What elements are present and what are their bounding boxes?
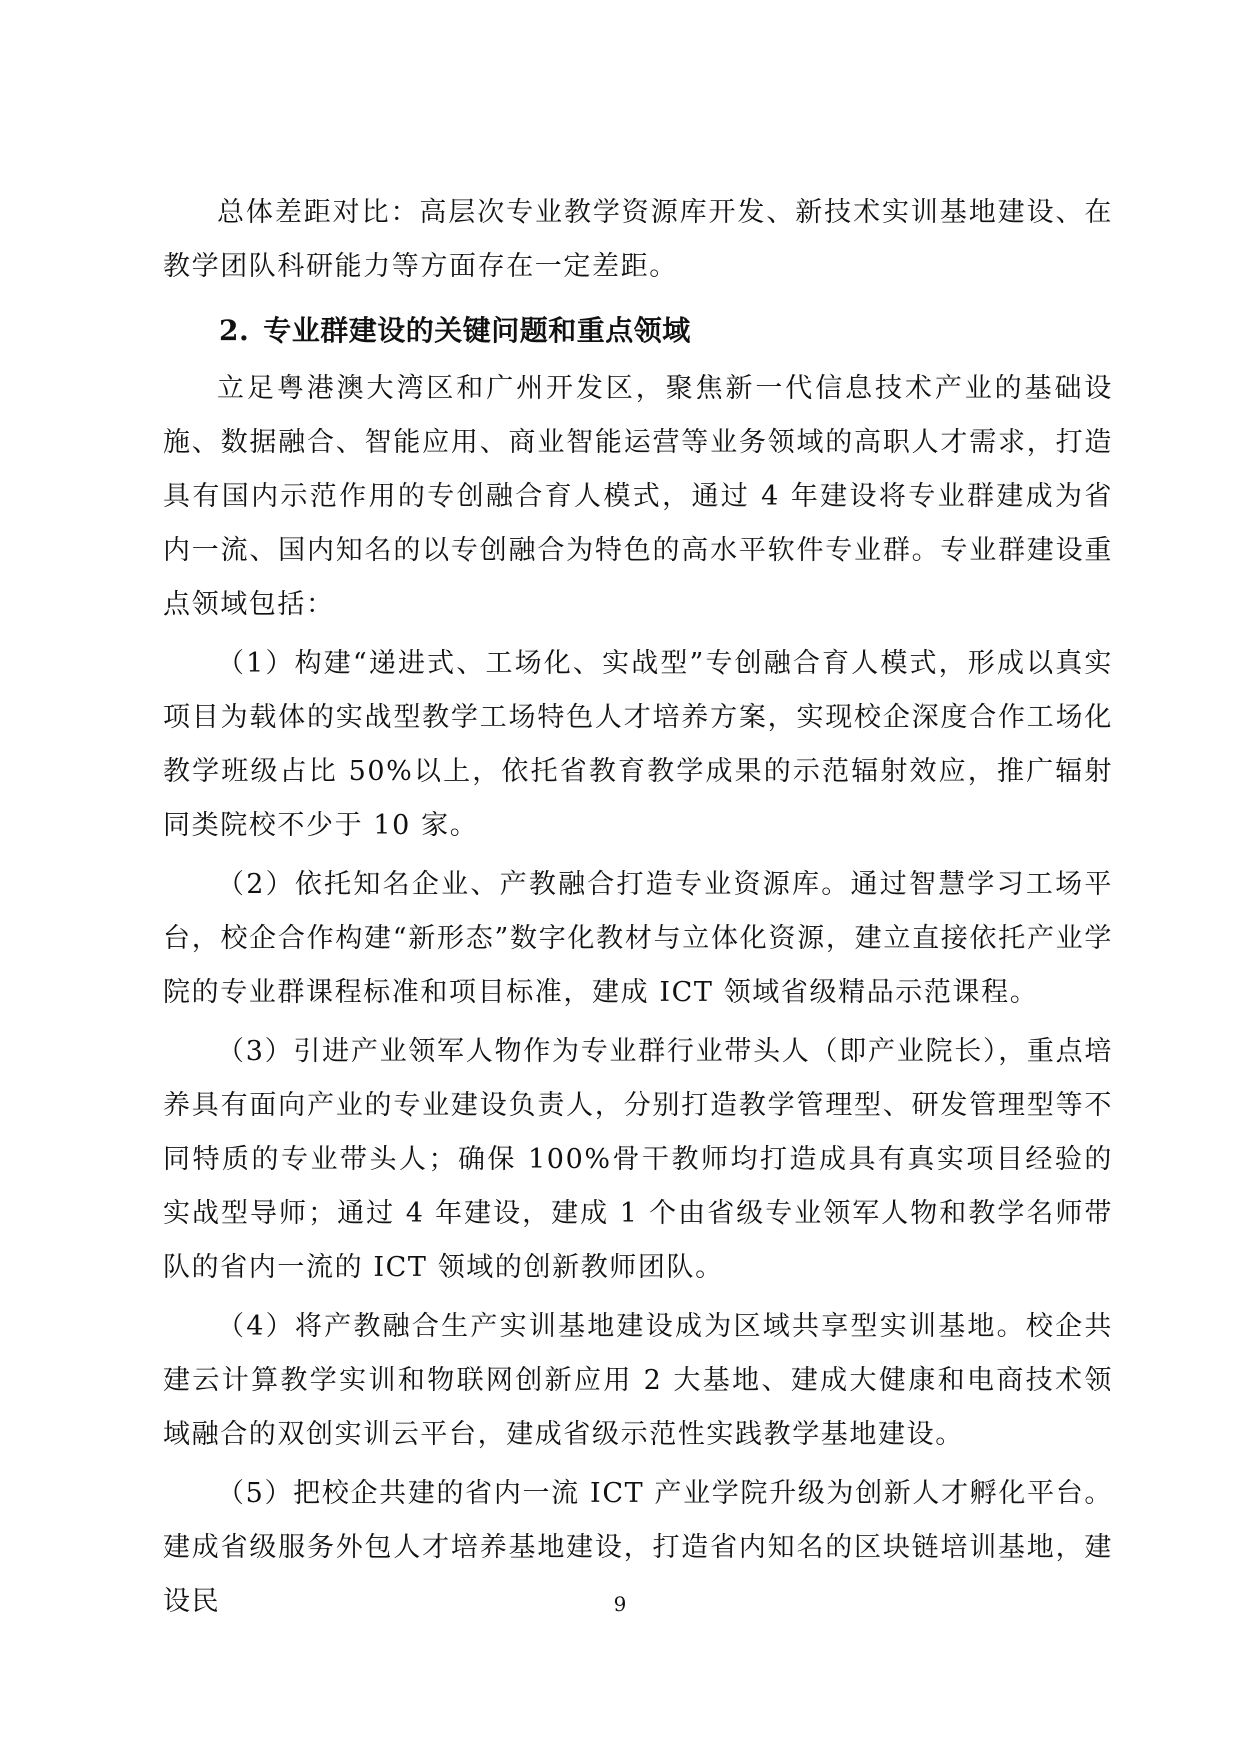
paragraph-intro: 立足粤港澳大湾区和广州开发区，聚焦新一代信息技术产业的基础设施、数据融合、智能应用、商业智能运营等业务领域的高职人才需求，打造具有国内示范作用的专创融合育人模式，通过 4 年建设将专业群建成为省内一流、国内知名的以专创融合为特色的高水平软件专业群。专业群建设重点领域包括：: [163, 373, 1113, 620]
section-heading: [163, 304, 1113, 358]
paragraph-item-5: （5）把校企共建的省内一流 ICT 产业学院升级为创新人才孵化平台。建成省级服务外包人才培养基地建设，打造省内知名的区块链培训基地，建设民: [163, 1478, 1113, 1617]
paragraph-item-2: （2）依托知名企业、产教融合打造专业资源库。通过智慧学习工场平台，校企合作构建“新形态”数字化教材与立体化资源，建立直接依托产业学院的专业群课程标准和项目标准，建成 ICT 领域省级精品示范课程。: [163, 869, 1113, 1008]
section-title: 专业群建设的关键问题和重点领域: [263, 314, 691, 347]
paragraph-gap-comparison: 总体差距对比：高层次专业教学资源库开发、新技术实训基地建设、在教学团队科研能力等方面存在一定差距。: [163, 197, 1113, 282]
page-content: [163, 186, 1113, 1629]
paragraph-item-4: （4）将产教融合生产实训基地建设成为区域共享型实训基地。校企共建云计算教学实训和物联网创新应用 2 大基地、建成大健康和电商技术领域融合的双创实训云平台，建成省级示范性实践教学基地建设。: [163, 1311, 1113, 1450]
page-number: 9: [613, 1592, 627, 1616]
paragraph-item-1: （1）构建“递进式、工场化、实战型”专创融合育人模式，形成以真实项目为载体的实战型教学工场特色人才培养方案，实现校企深度合作工场化教学班级占比 50%以上，依托省教育教学成果的示范辐射效应，推广辐射同类院校不少于 10 家。: [163, 648, 1113, 841]
section-number: 2.: [219, 314, 250, 347]
paragraph-item-3: （3）引进产业领军人物作为专业群行业带头人（即产业院长），重点培养具有面向产业的专业建设负责人，分别打造教学管理型、研发管理型等不同特质的专业带头人；确保 100%骨干教师均打造成具有真实项目经验的实战型导师；通过 4 年建设，建成 1 个由省级专业领军人物和教学名师带队的省内一流的 ICT 领域的创新教师团队。: [163, 1036, 1113, 1283]
